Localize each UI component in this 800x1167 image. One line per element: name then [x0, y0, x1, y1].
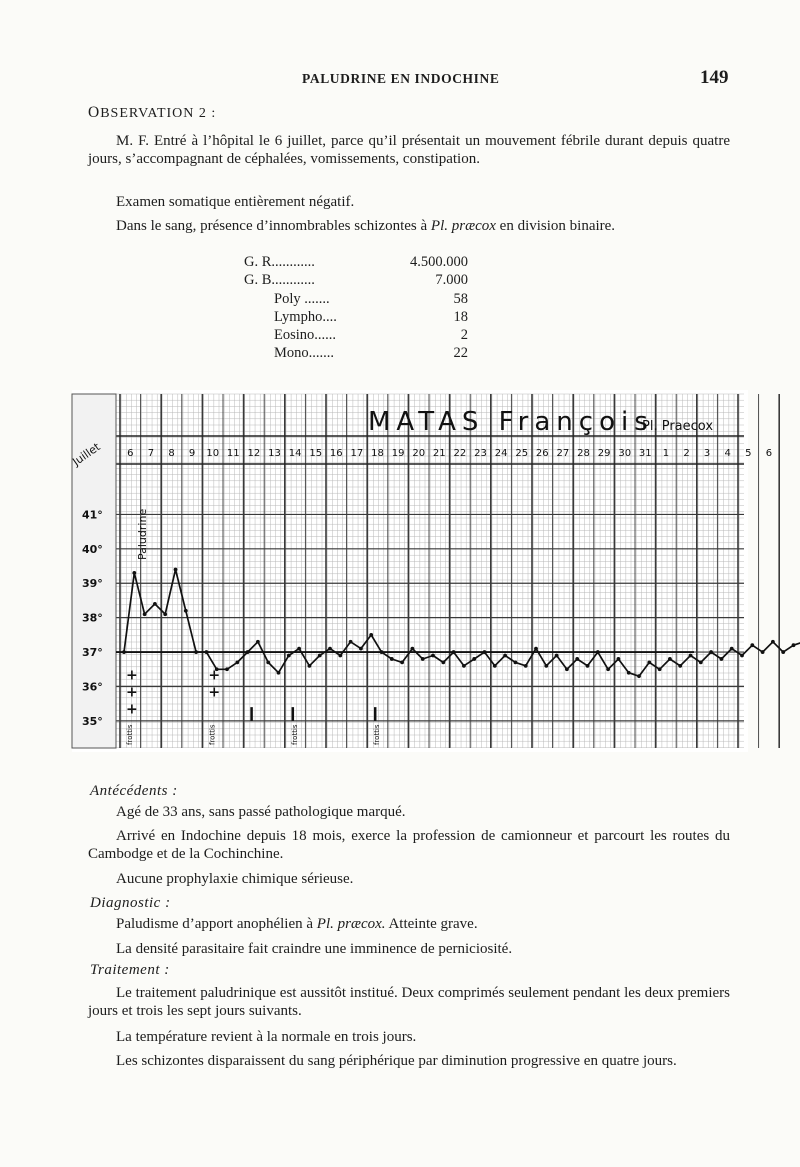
day-tick-label: 30 [618, 448, 632, 459]
day-tick-label: 27 [556, 448, 570, 459]
temperature-point [606, 667, 610, 671]
lab-label: Mono....... [274, 345, 335, 362]
day-tick-label: 8 [168, 448, 175, 459]
lab-label: Lympho.... [274, 308, 337, 325]
day-tick-label: 16 [329, 448, 343, 459]
paragraph-densite: La densité parasitaire fait craindre une imminence de perniciosité. [116, 941, 513, 957]
temperature-point [132, 571, 136, 575]
day-tick-label: 18 [371, 448, 384, 459]
lab-label: G. R............ [244, 254, 315, 270]
day-tick-label: 6 [765, 448, 773, 459]
page-number: 149 [700, 67, 729, 88]
day-tick-label: 26 [535, 448, 549, 459]
temperature-point [235, 661, 239, 665]
temperature-point [266, 661, 270, 665]
lab-row [244, 309, 474, 327]
temperature-point [720, 657, 724, 661]
day-tick-label: 24 [494, 448, 508, 459]
temperature-point [493, 664, 497, 668]
temperature-chart-svg [70, 390, 773, 752]
paragraph-arrive: Arrivé en Indochine depuis 18 mois, exerce la profession de camionneur et parcourt les routes du Cambodge et de la Cochinchine. [88, 828, 730, 862]
temperature-point [740, 654, 744, 658]
temperature-point [544, 664, 548, 668]
paragraph-prophylaxie: Aucune prophylaxie chimique sérieuse. [116, 871, 354, 887]
temperature-point [390, 657, 394, 661]
blood-count-table [244, 254, 474, 364]
parasite-cross: + [126, 684, 138, 701]
lab-row [244, 254, 474, 272]
day-tick-label: 2 [683, 448, 690, 459]
paragraph-traitement: Le traitement paludrinique est aussitôt institué. Deux comprimés seulement pendant les deux premiers jours et trois les sept jours suivants. [88, 985, 730, 1019]
parasite-cross: + [208, 684, 221, 701]
paragraph-admission: M. F. Entré à l’hôpital le 6 juillet, parce qu’il présentait un mouvement fébrile durant depuis quatre jours, s’accompagnant de céphalées, vomissements, constipation. [88, 133, 730, 167]
paragraph-paludisme [88, 915, 730, 933]
running-title: PALUDRINE EN INDOCHINE [302, 71, 500, 86]
day-tick-label: 10 [206, 448, 220, 459]
temperature-point [411, 647, 415, 651]
temperature-point [555, 654, 559, 658]
temperature-point [184, 609, 188, 613]
lab-row [244, 345, 474, 363]
diag-text-2: Atteinte grave. [385, 916, 478, 932]
temperature-point [297, 647, 301, 651]
frottis-label: frottis [126, 724, 134, 745]
lab-label: Poly ....... [274, 290, 330, 307]
temperature-point [534, 647, 538, 651]
y-tick-label: 35° [82, 714, 103, 728]
temperature-point [143, 612, 147, 616]
heading-antecedents: Antécédents : [90, 783, 178, 799]
day-tick-label: 1 [662, 448, 670, 459]
temperature-point [380, 650, 384, 654]
heading-diagnostic: Diagnostic : [90, 895, 171, 911]
month-label: Juillet [70, 440, 103, 469]
temperature-point [277, 671, 281, 675]
day-tick-label: 9 [188, 448, 196, 459]
temperature-point [225, 667, 229, 671]
day-tick-label: 19 [391, 448, 405, 459]
temperature-point [575, 657, 579, 661]
lab-row [244, 272, 474, 290]
sang-text-2: en division binaire. [495, 218, 616, 234]
temperature-point [318, 654, 322, 658]
temperature-point [338, 654, 342, 658]
lab-value: 7.000 [435, 272, 468, 289]
paragraph-sang [88, 217, 730, 235]
temperature-point [431, 654, 435, 658]
temperature-point [421, 657, 425, 661]
day-tick-label: 3 [703, 448, 711, 459]
day-tick-label: 13 [268, 448, 281, 459]
day-tick-label: 31 [638, 448, 652, 459]
frottis-label: frottis [208, 724, 217, 745]
temperature-point [565, 667, 569, 671]
temperature-point [647, 661, 651, 665]
temperature-point [781, 650, 785, 654]
day-tick-label: 28 [577, 448, 590, 459]
temperature-point [349, 640, 353, 644]
day-tick-label: 23 [474, 448, 487, 459]
observation-title-initial: O [88, 104, 101, 121]
temperature-point [730, 647, 734, 651]
day-tick-label: 21 [432, 448, 446, 459]
day-tick-label: 15 [309, 448, 323, 459]
parasite-cross: + [126, 701, 138, 718]
y-tick-label: 40° [82, 542, 103, 556]
frottis-label: frottis [290, 724, 299, 745]
paragraph-schizontes: Les schizontes disparaissent du sang périphérique par diminution progressive en quatre jours. [116, 1053, 677, 1069]
day-tick-label: 12 [247, 448, 261, 459]
temperature-point [750, 643, 754, 647]
temperature-point [761, 650, 765, 654]
lab-row [244, 291, 474, 309]
temperature-point [617, 657, 621, 661]
day-tick-label: 22 [453, 448, 467, 459]
lab-value: 18 [453, 308, 468, 325]
running-header [0, 68, 800, 90]
temperature-point [122, 650, 126, 654]
y-tick-label: 41° [82, 508, 103, 522]
y-tick-label: 37° [82, 646, 103, 660]
chart-subtitle: Pl. Praecox [642, 419, 714, 434]
temperature-point [462, 664, 466, 668]
lab-value: 2 [460, 327, 468, 344]
paragraph-age: Agé de 33 ans, sans passé pathologique marqué. [116, 804, 406, 820]
day-tick-label: 4 [724, 448, 731, 459]
temperature-point [308, 664, 312, 668]
observation-title [88, 104, 216, 122]
frottis-label: frottis [373, 724, 382, 745]
day-tick-label: 20 [412, 448, 426, 459]
y-tick-label: 36° [82, 680, 103, 694]
temperature-point [174, 568, 178, 572]
day-tick-label: 11 [226, 448, 240, 459]
diag-species: Pl. præcox. [316, 916, 386, 932]
heading-traitement: Traitement : [90, 962, 170, 978]
temperature-point [328, 647, 332, 651]
day-tick-label: 5 [745, 448, 752, 459]
temperature-point [194, 650, 198, 654]
temperature-point [678, 664, 682, 668]
parasite-cross: + [126, 667, 138, 684]
temperature-point [771, 640, 775, 644]
paragraph-temperature: La température revient à la normale en trois jours. [116, 1029, 417, 1045]
temperature-point [586, 664, 590, 668]
day-tick-label: 7 [147, 448, 155, 459]
temperature-point [246, 650, 250, 654]
lab-value: 58 [453, 290, 468, 307]
temperature-point [400, 661, 404, 665]
paragraph-examen: Examen somatique entièrement négatif. [116, 194, 355, 210]
temperature-point [627, 671, 631, 675]
temperature-point [287, 654, 291, 658]
temperature-point [514, 661, 518, 665]
day-tick-label: 25 [515, 448, 529, 459]
temperature-point [483, 650, 487, 654]
lab-value: 22 [453, 345, 468, 362]
temperature-point [205, 650, 209, 654]
temperature-point [709, 650, 713, 654]
y-tick-label: 38° [82, 611, 103, 625]
side-annotation: Paludrine [136, 508, 149, 560]
parasite-cross: + [208, 667, 221, 684]
temperature-chart [70, 390, 773, 752]
sang-species: Pl. præcox [430, 218, 496, 234]
temperature-point [792, 643, 796, 647]
lab-label: Eosino...... [274, 327, 337, 344]
diag-text-1: Paludisme d’apport anophélien à [116, 916, 317, 932]
day-tick-label: 17 [350, 448, 364, 459]
temperature-point [256, 640, 260, 644]
temperature-point [689, 654, 693, 658]
observation-title-rest: BSERVATION 2 : [100, 106, 217, 121]
sang-text-1: Dans le sang, présence d’innombrables schizontes à [116, 218, 431, 234]
temperature-point [369, 633, 373, 637]
temperature-point [359, 647, 363, 651]
temperature-point [596, 650, 600, 654]
day-tick-label: 6 [127, 448, 134, 459]
lab-value: 4.500.000 [410, 254, 468, 270]
temperature-point [699, 661, 703, 665]
lab-label: G. B............ [244, 272, 315, 289]
chart-title: MATAS François [368, 407, 654, 437]
temperature-point [472, 657, 476, 661]
temperature-point [658, 667, 662, 671]
temperature-point [668, 657, 672, 661]
lab-row [244, 327, 474, 345]
temperature-point [637, 674, 641, 678]
temperature-point [153, 602, 157, 606]
temperature-point [452, 650, 456, 654]
temperature-point [441, 661, 445, 665]
y-tick-label: 39° [82, 577, 103, 591]
temperature-point [503, 654, 507, 658]
temperature-point [163, 612, 167, 616]
temperature-point [524, 664, 528, 668]
day-tick-label: 29 [597, 448, 611, 459]
day-tick-label: 14 [288, 448, 302, 459]
